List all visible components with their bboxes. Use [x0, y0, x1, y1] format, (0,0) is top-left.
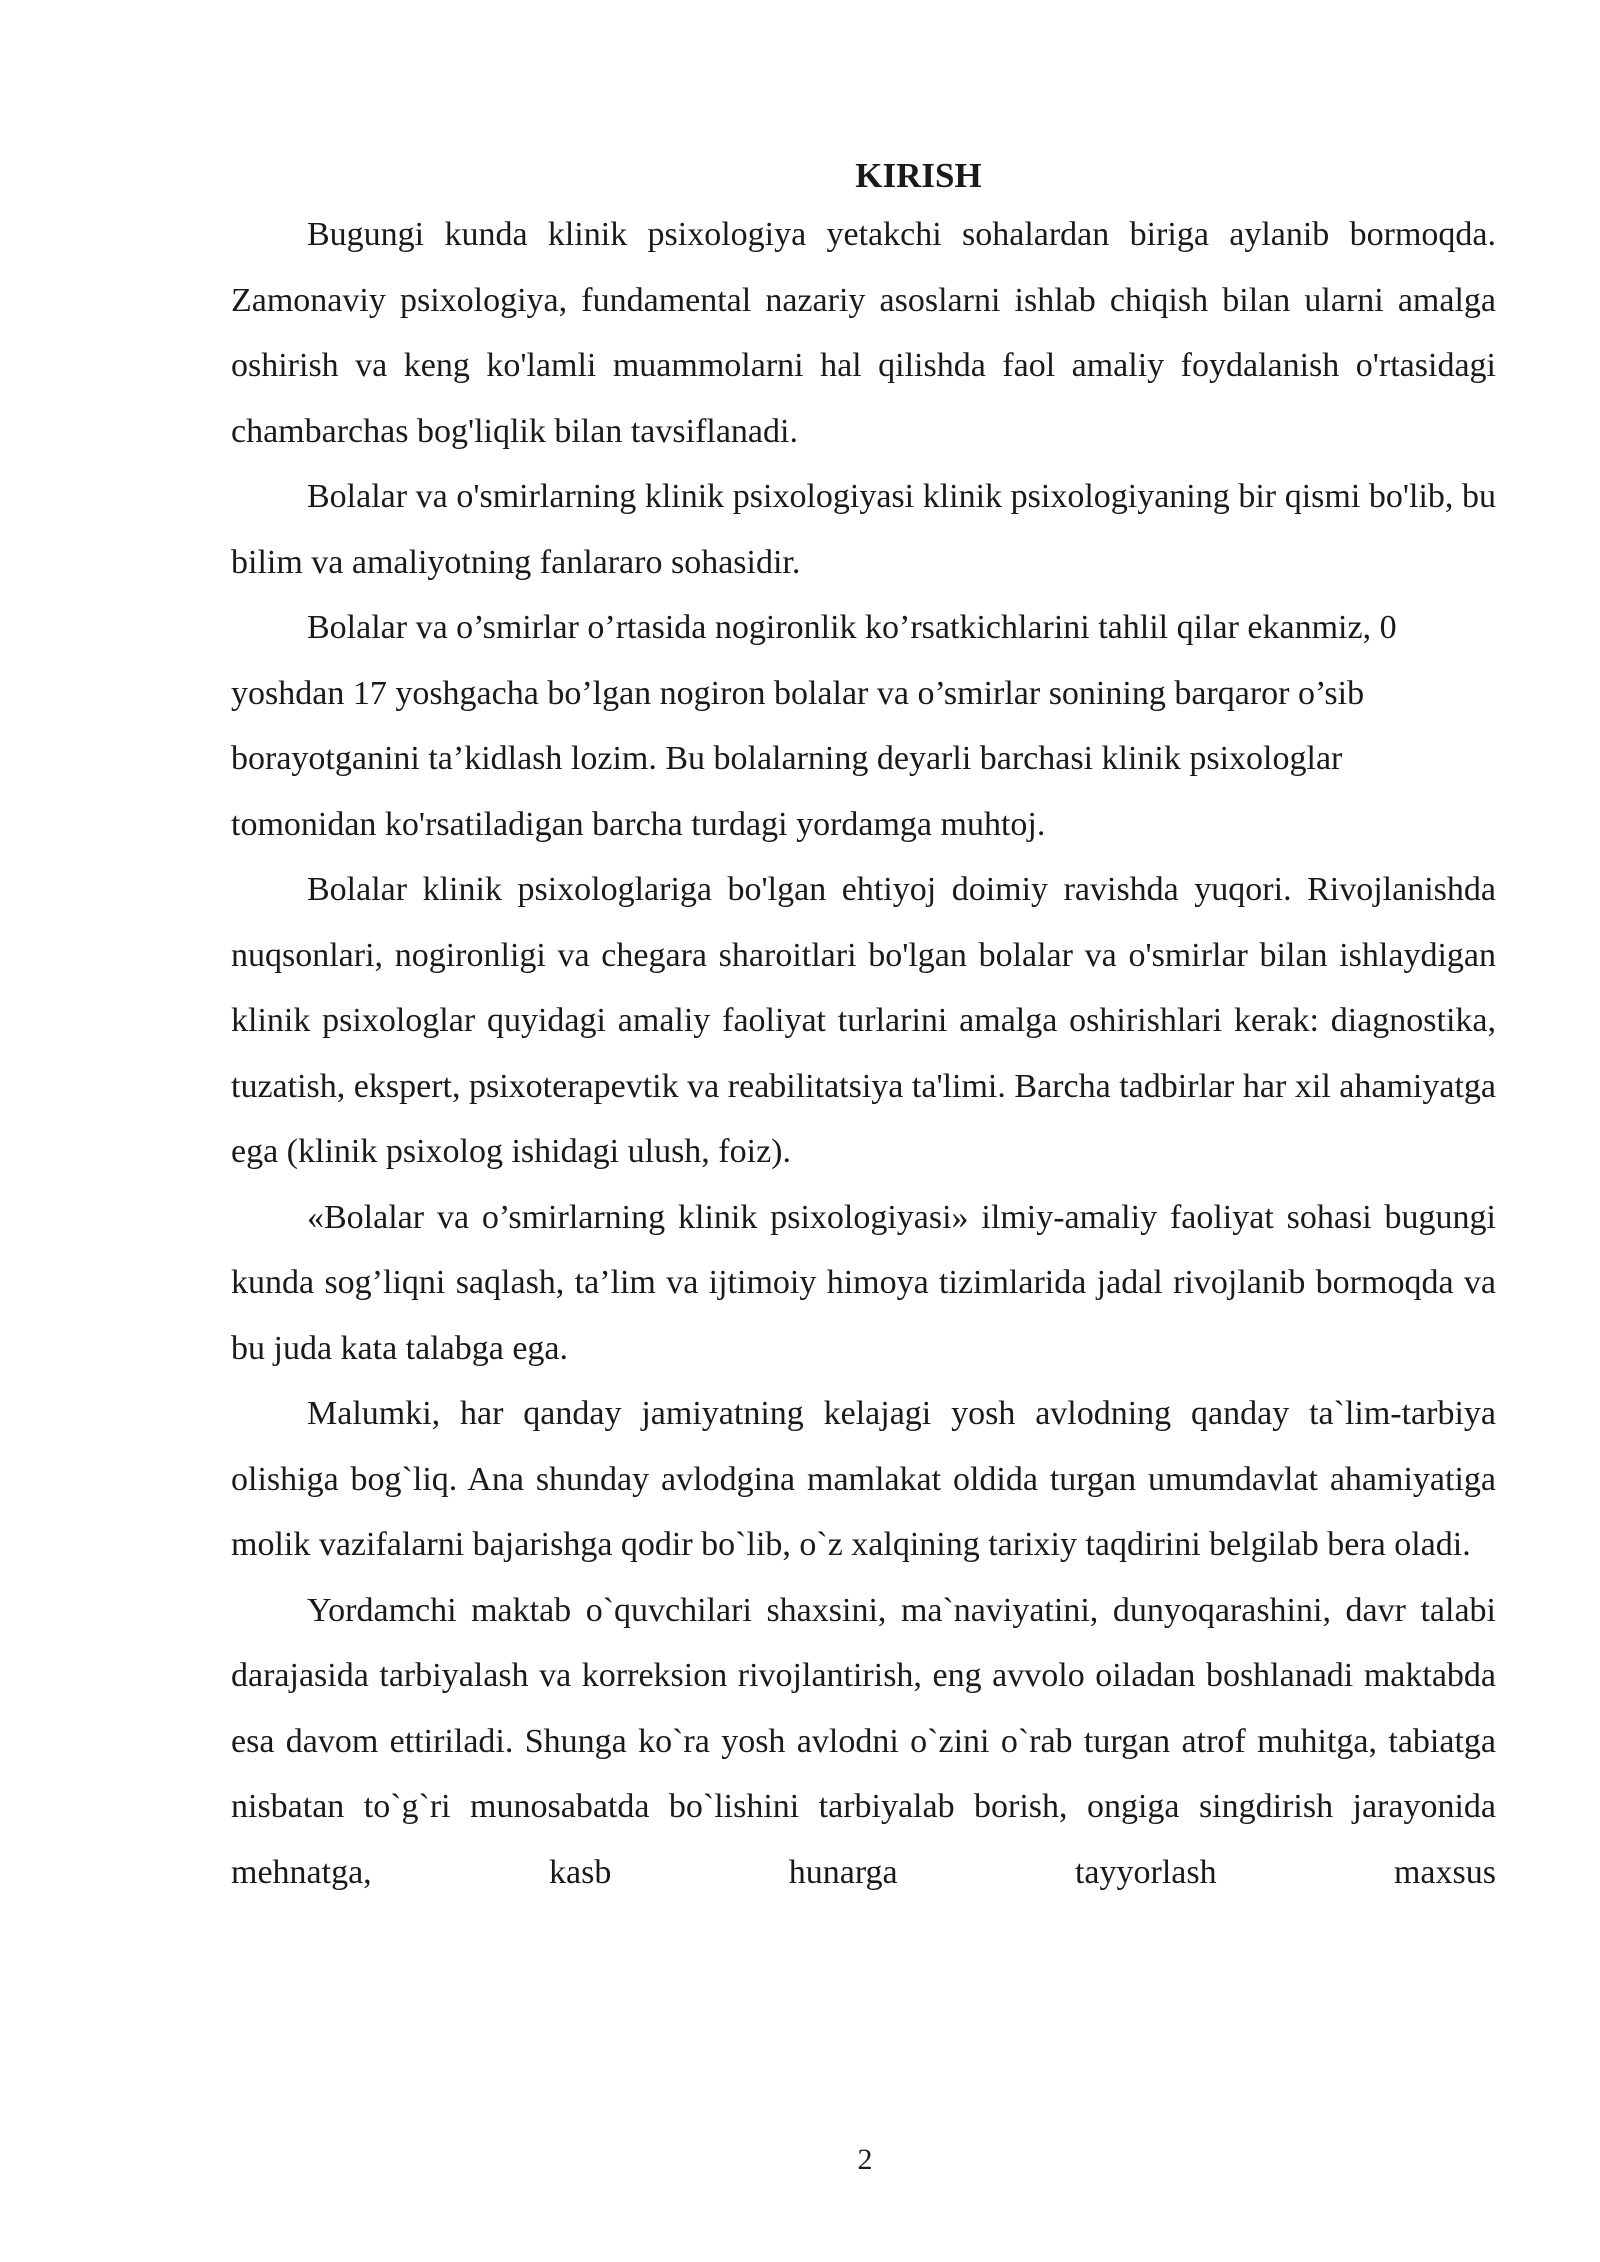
paragraph-special-school: Yordamchi maktab o`quvchilari shaxsini, ma`naviyatini, dunyoqarashini, davr talabi darajasida tarbiyalash va korreksion rivojlantirish, eng avvolo oiladan boshlanadi maktabda esa davom ettiriladi. Shunga ko`ra yosh avlodni o`zini o`rab turgan atrof muhitga, tabiatga nisbatan to`g`ri munosabatda bo`lishini tarbiyalab borish, ongiga singdirish jarayonida mehnatga, kasb hunarga tayyorlash maxsus	[231, 1591, 1496, 1891]
paragraph-disability-statistics: Bolalar va o’smirlar o’rtasida nogironlik ko’rsatkichlarini tahlil qilar ekanmiz, 0 yoshdan 17 yoshgacha bo’lgan nogiron bolalar va o’smirlar sonining barqaror o’sib borayotganini ta’kidlash lozim. Bu bolalarning deyarli barchasi klinik psixologlar tomonidan ko'rsatiladigan barcha turdagi yordamga muhtoj.	[231, 609, 1397, 843]
document-title: KIRISH	[855, 156, 982, 195]
paragraph-child-clinical-psychology: Bolalar va o'smirlarning klinik psixologiyasi klinik psixologiyaning bir qismi bo'lib, bu bilim va amaliyotning fanlararo sohasidir.	[231, 478, 1496, 581]
paragraph-future-generation: Malumki, har qanday jamiyatning kelajagi yosh avlodning qanday ta`lim-tarbiya olishiga bog`liq. Ana shunday avlodgina mamlakat oldida turgan umumdavlat ahamiyatiga molik vazifalarni bajarishga qodir bo`lib, o`z xalqining tarixiy taqdirini belgilab bera oladi.	[231, 1395, 1496, 1563]
page-content	[231, 150, 1496, 1905]
page-number: 2	[857, 2143, 873, 2176]
paragraph-psychologist-demand: Bolalar klinik psixologlariga bo'lgan ehtiyoj doimiy ravishda yuqori. Rivojlanishda nuqsonlari, nogironligi va chegara sharoitlari bo'lgan bolalar va o'smirlar bilan ishlaydigan klinik psixologlar quyidagi amaliy faoliyat turlarini amalga oshirishlari kerak: diagnostika, tuzatish, ekspert, psixoterapevtik va reabilitatsiya ta'limi. Barcha tadbirlar har xil ahamiyatga ega (klinik psixolog ishidagi ulush, foiz).	[231, 871, 1496, 1170]
paragraph-field-development: «Bolalar va o’smirlarning klinik psixologiyasi» ilmiy-amaliy faoliyat sohasi bugungi kunda sog’liqni saqlash, ta’lim va ijtimoiy himoya tizimlarida jadal rivojlanib bormoqda va bu juda kata talabga ega.	[231, 1198, 1496, 1367]
paragraph-intro: Bugungi kunda klinik psixologiya yetakchi sohalardan biriga aylanib bormoqda. Zamonaviy psixologiya, fundamental nazariy asoslarni ishlab chiqish bilan ularni amalga oshirish va keng ko'lamli muammolarni hal qilishda faol amaliy foydalanish o'rtasidagi chambarchas bog'liqlik bilan tavsiflanadi.	[231, 216, 1496, 450]
